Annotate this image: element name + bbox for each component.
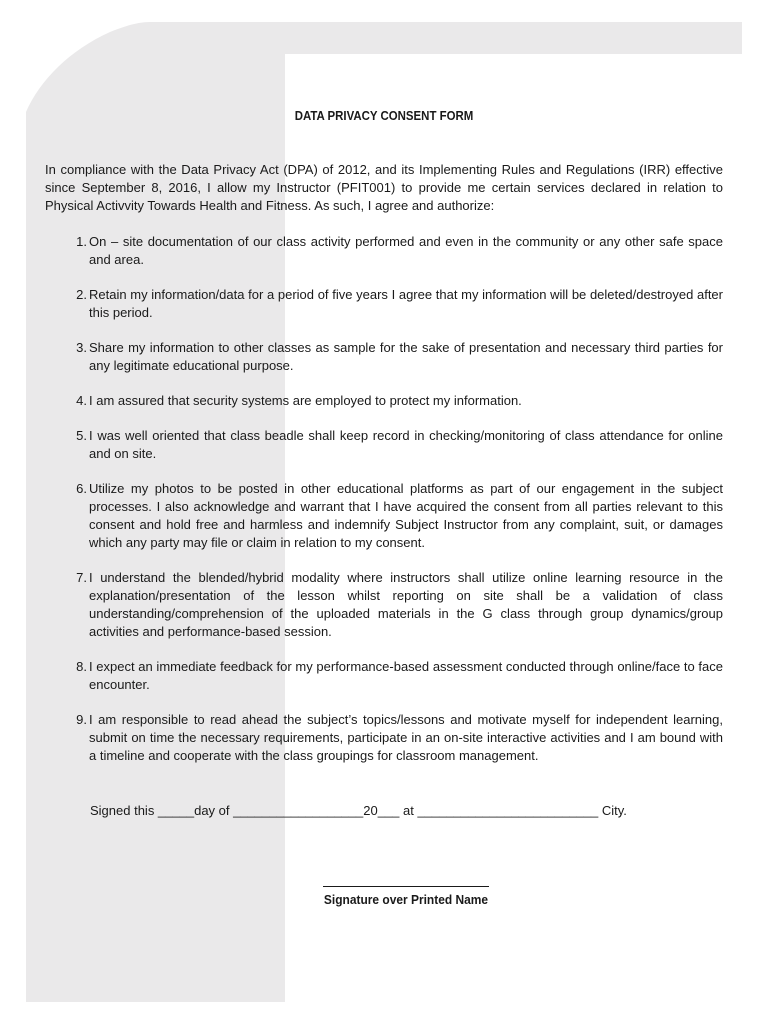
- list-item: [45, 658, 723, 694]
- list-item-text: I expect an immediate feedback for my performance-based assessment conducted through online/face to face encounter.: [89, 659, 723, 692]
- list-item: [45, 711, 723, 765]
- list-item: [45, 480, 723, 552]
- list-item-number: 4.: [76, 393, 87, 408]
- list-item-number: 6.: [76, 481, 87, 496]
- list-item-number: 8.: [76, 659, 87, 674]
- list-item: [45, 286, 723, 322]
- list-item: [45, 233, 723, 269]
- signature-label: Signature over Printed Name: [323, 892, 489, 907]
- document-title: DATA PRIVACY CONSENT FORM: [294, 108, 474, 123]
- list-item: [45, 339, 723, 375]
- list-item: [45, 427, 723, 463]
- list-item-number: 5.: [76, 428, 87, 443]
- list-item-number: 1.: [76, 234, 87, 249]
- list-item-number: 7.: [76, 570, 87, 585]
- list-item-text: Utilize my photos to be posted in other educational platforms as part of our engagement in the subject processes. I also acknowledge and warrant that I have acquired the consent from all parties relevant to this consent and hold free and harmless and indemnify Subject Instructor from any complaint, suit, or damages which any party may file or claim in relation to my consent.: [89, 481, 723, 550]
- list-item: [45, 569, 723, 641]
- list-item-number: 9.: [76, 712, 87, 727]
- intro-paragraph: In compliance with the Data Privacy Act (DPA) of 2012, and its Implementing Rules and Regulations (IRR) effective since September 8, 2016, I allow my Instructor (PFIT001) to provide me certain services declared in relation to Physical Activvity Towards Health and Fitness. As such, I agree and authorize:: [45, 162, 723, 213]
- list-item-number: 2.: [76, 287, 87, 302]
- list-item-text: I was well oriented that class beadle shall keep record in checking/monitoring of class attendance for online and on site.: [89, 428, 723, 461]
- list-item-text: I understand the blended/hybrid modality where instructors shall utilize online learning resource in the explanation/presentation of the lesson whilst reporting on site shall be a validation of class understanding/comprehension of the uploaded materials in the G class through group dynamics/group activities and performance-based session.: [89, 570, 723, 639]
- consent-list: [45, 233, 723, 782]
- list-item-text: Retain my information/data for a period of five years I agree that my information will be deleted/destroyed after this period.: [89, 287, 723, 320]
- list-item-text: I am assured that security systems are employed to protect my information.: [89, 393, 522, 408]
- signature-line: [323, 886, 489, 887]
- signed-date-line: Signed this _____day of __________________20___ at _________________________ City.: [90, 803, 627, 818]
- list-item-text: I am responsible to read ahead the subject’s topics/lessons and motivate myself for independent learning, submit on time the necessary requirements, participate in an on-site interactive activities and I am bound with a timeline and cooperate with the class groupings for classroom management.: [89, 712, 723, 763]
- list-item-text: On – site documentation of our class activity performed and even in the community or any other safe space and area.: [89, 234, 723, 267]
- list-item-number: 3.: [76, 340, 87, 355]
- list-item: [45, 392, 723, 410]
- list-item-text: Share my information to other classes as sample for the sake of presentation and necessary third parties for any legitimate educational purpose.: [89, 340, 723, 373]
